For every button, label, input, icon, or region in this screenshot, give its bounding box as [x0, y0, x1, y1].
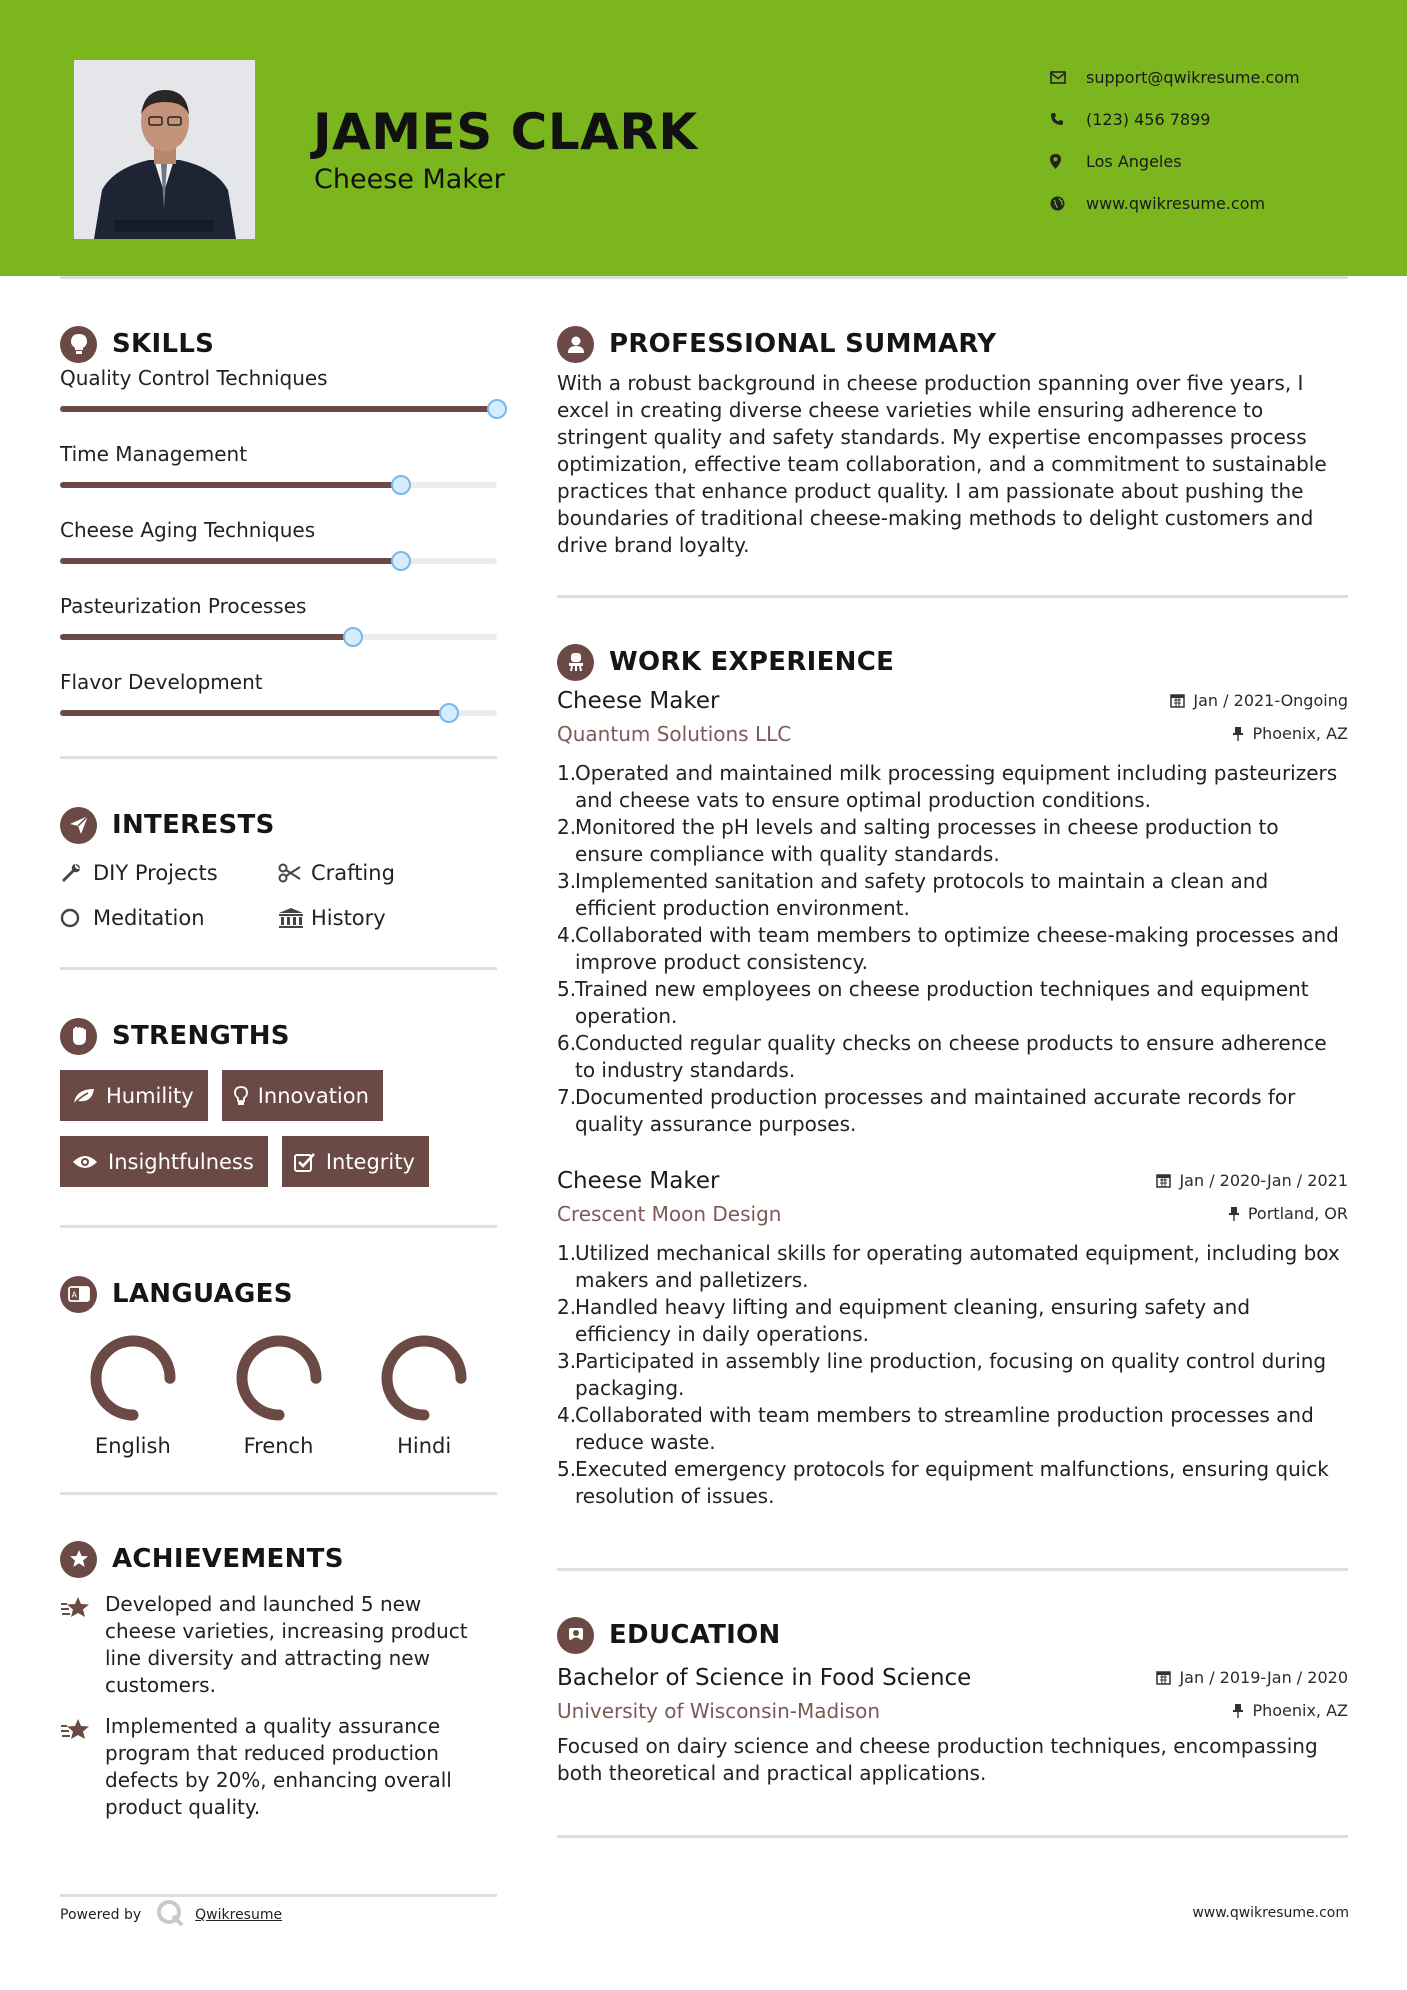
language-ring	[89, 1334, 177, 1422]
qwikresume-logo-icon	[155, 1898, 185, 1932]
left-column	[60, 320, 497, 1821]
education-section	[557, 1613, 1348, 1787]
calendar-icon	[1170, 693, 1185, 708]
duty-number: 5.	[557, 1457, 577, 1481]
duty-item	[557, 1030, 1348, 1084]
duty-text: Trained new employees on cheese production techniques and equipment operation.	[575, 977, 1309, 1028]
job-dates	[1156, 1171, 1348, 1190]
interest-label: DIY Projects	[93, 860, 218, 885]
skills-section	[60, 322, 497, 742]
lightbulb-icon	[234, 1086, 248, 1106]
skill-label: Flavor Development	[60, 670, 263, 694]
strength-label: Innovation	[257, 1083, 369, 1108]
duty-text: Participated in assembly line production, focusing on quality control during packaging.	[575, 1349, 1327, 1400]
contact-email[interactable]	[1050, 56, 1370, 98]
interest-item	[278, 902, 496, 933]
achievement-item	[60, 1591, 497, 1699]
paper-plane-icon	[60, 807, 97, 844]
contact-website[interactable]	[1050, 182, 1370, 224]
job-entry	[557, 1168, 1348, 1510]
degree-title: Bachelor of Science in Food Science	[557, 1665, 972, 1691]
language-label: English	[94, 1434, 171, 1458]
chair-icon	[557, 644, 594, 681]
skill-bar-knob	[439, 703, 459, 723]
interest-label: History	[311, 905, 386, 930]
skill-bar	[60, 710, 497, 716]
duty-text: Collaborated with team members to optimize cheese-making processes and improve product consistency.	[575, 923, 1339, 974]
job-dates-text: Jan / 2020-Jan / 2021	[1179, 1171, 1348, 1190]
education-location	[1232, 1701, 1348, 1720]
language-icon	[60, 1276, 97, 1313]
eye-icon	[72, 1154, 98, 1170]
contact-list	[1050, 56, 1370, 224]
section-divider	[60, 1492, 497, 1495]
user-icon	[557, 326, 594, 363]
achievements-section	[60, 1537, 497, 1821]
skill-label: Time Management	[60, 442, 248, 466]
duty-item	[557, 760, 1348, 814]
contact-location	[1050, 140, 1370, 182]
star-icon	[60, 1591, 105, 1699]
duty-number: 4.	[557, 1403, 577, 1427]
summary-section	[557, 322, 1348, 559]
duty-number: 2.	[557, 815, 577, 839]
duty-number: 3.	[557, 1349, 577, 1373]
experience-section	[557, 640, 1348, 1510]
strengths-heading: STRENGTHS	[112, 1021, 290, 1051]
language-ring	[235, 1334, 323, 1422]
interest-item	[60, 857, 278, 888]
check-square-icon	[294, 1152, 316, 1172]
duty-item	[557, 1294, 1348, 1348]
duties-list	[557, 1240, 1348, 1510]
phone-icon	[1050, 112, 1086, 126]
job-location-text: Portland, OR	[1247, 1204, 1348, 1223]
skill-bar-fill	[60, 406, 497, 412]
job-title: Cheese Maker	[557, 1168, 720, 1194]
bank-icon	[278, 907, 311, 929]
section-divider	[60, 967, 497, 970]
section-divider	[557, 1835, 1348, 1838]
skill-bar	[60, 406, 497, 412]
right-column	[557, 320, 1348, 1838]
skill-bar-fill	[60, 558, 401, 564]
footer-divider	[60, 1894, 497, 1897]
school-name: University of Wisconsin-Madison	[557, 1699, 881, 1723]
education-description: Focused on dairy science and cheese production techniques, encompassing both theoretical and practical applications.	[557, 1734, 1318, 1785]
section-divider	[557, 595, 1348, 598]
duty-number: 5.	[557, 977, 577, 1001]
contact-phone[interactable]	[1050, 98, 1370, 140]
contact-website-text: www.qwikresume.com	[1086, 193, 1266, 213]
skill-item	[60, 438, 497, 514]
duty-number: 1.	[557, 761, 577, 785]
lightbulb-icon	[60, 326, 97, 363]
skill-label: Quality Control Techniques	[60, 366, 328, 390]
duty-text: Executed emergency protocols for equipment malfunctions, ensuring quick resolution of issues.	[575, 1457, 1329, 1508]
contact-phone-text: (123) 456 7899	[1086, 109, 1211, 129]
skill-item	[60, 666, 497, 742]
duty-text: Monitored the pH levels and salting processes in cheese production to ensure compliance with quality standards.	[575, 815, 1279, 866]
star-icon	[60, 1713, 105, 1821]
duty-item	[557, 868, 1348, 922]
experience-heading: WORK EXPERIENCE	[609, 647, 895, 677]
duty-text: Implemented sanitation and safety protocols to maintain a clean and efficient production environment.	[575, 869, 1269, 920]
job-title: Cheese Maker	[557, 688, 720, 714]
duty-text: Operated and maintained milk processing equipment including pasteurizers and cheese vats to ensure optimal production conditions.	[575, 761, 1338, 812]
contact-email-text: support@qwikresume.com	[1086, 67, 1300, 87]
languages-heading: LANGUAGES	[112, 1279, 293, 1309]
company-name: Crescent Moon Design	[557, 1202, 782, 1226]
duty-text: Handled heavy lifting and equipment cleaning, ensuring safety and efficiency in daily operations.	[575, 1295, 1251, 1346]
duties-list	[557, 760, 1348, 1138]
fist-icon	[60, 1018, 97, 1055]
company-name: Quantum Solutions LLC	[557, 722, 792, 746]
skill-item	[60, 514, 497, 590]
skill-bar-fill	[60, 482, 401, 488]
footer-website[interactable]: www.qwikresume.com	[1192, 1905, 1349, 1921]
achievements-heading: ACHIEVEMENTS	[112, 1544, 344, 1574]
duty-item	[557, 976, 1348, 1030]
strength-badge	[60, 1070, 208, 1121]
strength-badge	[222, 1070, 383, 1121]
duty-text: Documented production processes and maintained accurate records for quality assurance purposes.	[575, 1085, 1296, 1136]
star-badge-icon	[60, 1541, 97, 1578]
duty-text: Conducted regular quality checks on cheese products to ensure adherence to industry standards.	[575, 1031, 1327, 1082]
section-divider	[60, 1225, 497, 1228]
job-dates	[1170, 691, 1348, 710]
interests-heading: INTERESTS	[112, 810, 275, 840]
duty-number: 1.	[557, 1241, 577, 1265]
skill-label: Pasteurization Processes	[60, 594, 307, 618]
duty-item	[557, 1456, 1348, 1510]
pin-icon	[1228, 1206, 1240, 1221]
envelope-icon	[1050, 71, 1086, 84]
interest-item	[278, 857, 496, 888]
profile-photo	[74, 60, 255, 239]
strength-badge	[282, 1136, 429, 1187]
job-location	[1228, 1204, 1348, 1223]
interest-label: Crafting	[311, 860, 395, 885]
skill-bar-knob	[391, 551, 411, 571]
duty-text: Utilized mechanical skills for operating automated equipment, including box makers and palletizers.	[575, 1241, 1340, 1292]
duty-item	[557, 922, 1348, 976]
leaf-icon	[72, 1087, 96, 1105]
language-ring	[380, 1334, 468, 1422]
duty-number: 7.	[557, 1085, 577, 1109]
footer-powered	[60, 1898, 282, 1932]
education-location-text: Phoenix, AZ	[1252, 1701, 1348, 1720]
strength-label: Integrity	[325, 1149, 415, 1174]
strength-label: Humility	[106, 1083, 194, 1108]
candidate-name: JAMES CLARK	[313, 103, 698, 161]
strength-badge	[60, 1136, 268, 1187]
job-entry	[557, 688, 1348, 1138]
skill-item	[60, 590, 497, 666]
education-dates-text: Jan / 2019-Jan / 2020	[1179, 1668, 1348, 1687]
skill-bar	[60, 558, 497, 564]
language-item	[206, 1334, 352, 1458]
brand-link[interactable]: Qwikresume	[195, 1907, 283, 1923]
duty-item	[557, 1348, 1348, 1402]
achievement-text: Developed and launched 5 new cheese varieties, increasing product line diversity and attracting new customers.	[105, 1592, 468, 1697]
duty-text: Collaborated with team members to streamline production processes and reduce waste.	[575, 1403, 1314, 1454]
section-divider	[60, 756, 497, 759]
interest-item	[60, 902, 278, 933]
contact-location-text: Los Angeles	[1086, 151, 1182, 171]
header-divider	[60, 276, 1348, 279]
graduation-icon	[557, 1617, 594, 1654]
language-label: Hindi	[397, 1434, 452, 1458]
job-dates-text: Jan / 2021-Ongoing	[1193, 691, 1348, 710]
duty-item	[557, 814, 1348, 868]
globe-icon	[1050, 196, 1086, 211]
powered-by-text: Powered by	[60, 1907, 142, 1923]
skill-bar-knob	[391, 475, 411, 495]
skill-label: Cheese Aging Techniques	[60, 518, 316, 542]
summary-text: With a robust background in cheese production spanning over five years, I excel in creating diverse cheese varieties while ensuring adherence to stringent quality and safety standards. My expertise encompasses process optimization, effective team collaboration, and a commitment to sustainable practices that enhance product quality. I am passionate about pushing the boundaries of traditional cheese-making methods to delight customers and drive brand loyalty.	[557, 371, 1327, 557]
section-divider	[557, 1568, 1348, 1571]
language-item	[60, 1334, 206, 1458]
duty-item	[557, 1402, 1348, 1456]
languages-section	[60, 1272, 497, 1458]
language-item	[351, 1334, 497, 1458]
job-location-text: Phoenix, AZ	[1252, 724, 1348, 743]
language-label: French	[243, 1434, 314, 1458]
interests-section	[60, 803, 497, 933]
circle-icon	[60, 907, 93, 929]
resume-header	[0, 0, 1407, 276]
interest-label: Meditation	[93, 905, 205, 930]
skill-item	[60, 362, 497, 438]
achievement-item	[60, 1713, 497, 1821]
skill-bar-fill	[60, 710, 449, 716]
summary-heading: PROFESSIONAL SUMMARY	[609, 329, 997, 359]
pin-icon	[1232, 726, 1244, 741]
duty-number: 3.	[557, 869, 577, 893]
job-location	[1232, 724, 1348, 743]
skill-bar	[60, 634, 497, 640]
skill-bar-knob	[487, 399, 507, 419]
skill-bar	[60, 482, 497, 488]
duty-number: 4.	[557, 923, 577, 947]
achievement-text: Implemented a quality assurance program that reduced production defects by 20%, enhancing overall product quality.	[105, 1714, 452, 1819]
skill-bar-fill	[60, 634, 353, 640]
pin-icon	[1232, 1703, 1244, 1718]
duty-number: 2.	[557, 1295, 577, 1319]
strength-label: Insightfulness	[108, 1149, 254, 1174]
duty-item	[557, 1240, 1348, 1294]
svg-text:A: A	[71, 1290, 77, 1300]
wrench-icon	[60, 862, 93, 884]
education-dates	[1156, 1668, 1348, 1687]
calendar-icon	[1156, 1670, 1171, 1685]
education-heading: EDUCATION	[609, 1620, 781, 1650]
duty-number: 6.	[557, 1031, 577, 1055]
skill-bar-knob	[343, 627, 363, 647]
calendar-icon	[1156, 1173, 1171, 1188]
scissors-icon	[278, 863, 311, 883]
map-marker-icon	[1050, 154, 1086, 169]
duty-item	[557, 1084, 1348, 1138]
skills-heading: SKILLS	[112, 329, 215, 359]
strengths-section	[60, 1014, 497, 1187]
candidate-title: Cheese Maker	[314, 164, 505, 195]
